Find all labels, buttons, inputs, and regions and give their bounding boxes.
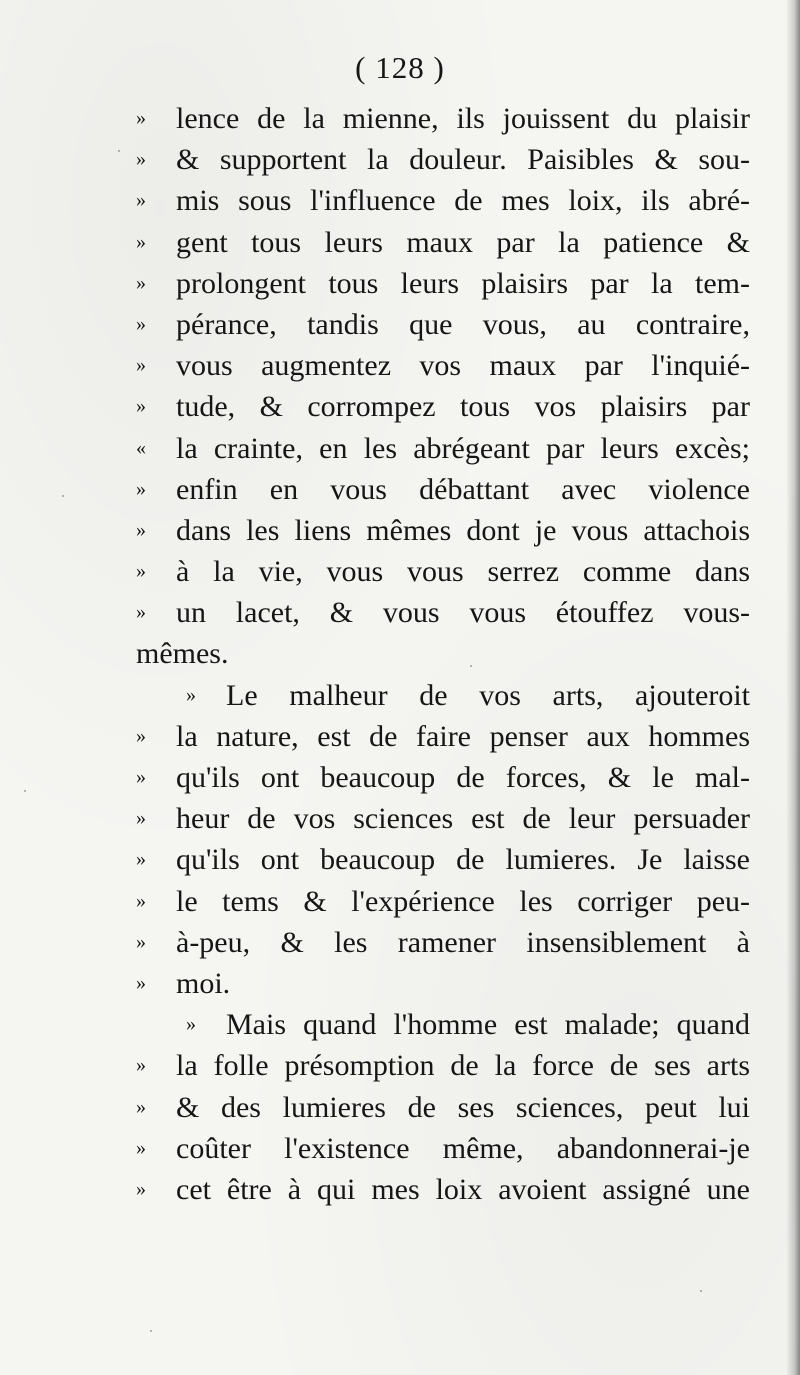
quote-mark: » (136, 230, 146, 253)
text-line (136, 1004, 756, 1045)
text-line (136, 716, 756, 757)
quote-mark: » (136, 971, 146, 994)
text-line (136, 881, 756, 922)
line-text: prolongent tous leurs plaisirs par la tem- (176, 266, 750, 300)
line-text: la folle présomption de la force de ses arts (176, 1049, 750, 1083)
quote-mark: » (136, 312, 146, 335)
text-line (136, 510, 756, 551)
quote-mark: » (136, 148, 146, 171)
line-text: & supportent la douleur. Paisibles & sou- (176, 143, 750, 177)
line-text: la crainte, en les abrégeant par leurs excès; (176, 431, 750, 465)
quote-mark: » (136, 889, 146, 912)
line-text: un lacet, & vous vous étouffez vous- (176, 596, 750, 630)
text-line (136, 1087, 756, 1128)
text-line (136, 798, 756, 839)
line-text: qu'ils ont beaucoup de lumieres. Je laisse (176, 843, 750, 877)
line-text: à-peu, & les ramener insensiblement à (176, 925, 750, 959)
page-number: ( 128 ) (355, 50, 445, 85)
page-gutter-shadow (786, 0, 800, 1375)
line-text: enfin en vous débattant avec violence (176, 472, 750, 506)
text-line (136, 922, 756, 963)
line-text: Le malheur de vos arts, ajouteroit (226, 678, 750, 712)
line-text: & des lumieres de ses sciences, peut lui (176, 1090, 750, 1124)
line-text: vous augmentez vos maux par l'inquié- (176, 349, 750, 383)
text-line (136, 633, 756, 674)
text-line (136, 98, 756, 139)
quote-mark: » (136, 724, 146, 747)
line-text: moi. (176, 966, 231, 1000)
quote-mark: » (136, 477, 146, 500)
line-text: qu'ils ont beaucoup de forces, & le mal- (176, 761, 750, 794)
line-text: dans les liens mêmes dont je vous attachois (176, 513, 750, 547)
text-line (136, 180, 756, 221)
line-text: mis sous l'influence de mes loix, ils abré- (176, 184, 750, 218)
text-line (136, 1169, 756, 1210)
line-text: le tems & l'expérience les corriger peu- (176, 884, 750, 918)
text-line (136, 386, 756, 427)
quote-mark: » (136, 518, 146, 541)
text-line (136, 263, 756, 304)
paper-speck (24, 790, 26, 792)
line-text: tude, & corrompez tous vos plaisirs par (176, 390, 750, 424)
paper-speck (700, 1290, 702, 1292)
quote-mark: » (136, 560, 146, 583)
text-line (136, 139, 756, 180)
body-text (136, 98, 756, 1210)
line-text: mêmes. (136, 637, 229, 671)
text-line (136, 1128, 756, 1169)
quote-mark: » (136, 1136, 146, 1159)
quote-mark: « (136, 436, 146, 459)
quote-mark: » (136, 930, 146, 953)
line-text: à la vie, vous vous serrez comme dans (176, 555, 750, 589)
quote-mark: » (136, 354, 146, 377)
paper-speck (62, 495, 64, 497)
quote-mark: » (186, 683, 196, 706)
paper-speck (470, 665, 472, 667)
quote-mark: » (136, 766, 146, 788)
quote-mark: » (136, 1054, 146, 1077)
line-text: heur de vos sciences est de leur persuader (176, 802, 750, 836)
line-text: gent tous leurs maux par la patience & (176, 225, 750, 259)
text-line (136, 757, 756, 798)
text-line (136, 304, 756, 345)
quote-mark: » (136, 601, 146, 624)
text-line (136, 345, 756, 386)
text-line (136, 222, 756, 263)
text-line (136, 428, 756, 469)
line-text: la nature, est de faire penser aux hommes (176, 719, 750, 753)
quote-mark: » (136, 848, 146, 871)
text-line (136, 963, 756, 1004)
text-line (136, 469, 756, 510)
quote-mark: » (136, 1177, 146, 1200)
quote-mark: » (186, 1013, 196, 1036)
line-text: cet être à qui mes loix avoient assigné une (176, 1172, 750, 1206)
line-text: lence de la mienne, ils jouissent du plaisir (176, 102, 750, 135)
quote-mark: » (136, 189, 146, 212)
text-line (136, 592, 756, 633)
paper-speck (150, 1330, 152, 1332)
text-line (136, 1045, 756, 1086)
quote-mark: » (136, 395, 146, 418)
quote-mark: » (136, 807, 146, 830)
quote-mark: » (136, 1095, 146, 1118)
quote-mark: » (136, 271, 146, 294)
text-line (136, 675, 756, 716)
line-text: pérance, tandis que vous, au contraire, (176, 307, 750, 341)
text-line (136, 551, 756, 592)
line-text: Mais quand l'homme est malade; quand (226, 1008, 750, 1042)
text-line (136, 839, 756, 880)
line-text: coûter l'existence même, abandonnerai-je (176, 1131, 750, 1165)
paper-speck (118, 150, 120, 152)
quote-mark: » (136, 107, 146, 129)
